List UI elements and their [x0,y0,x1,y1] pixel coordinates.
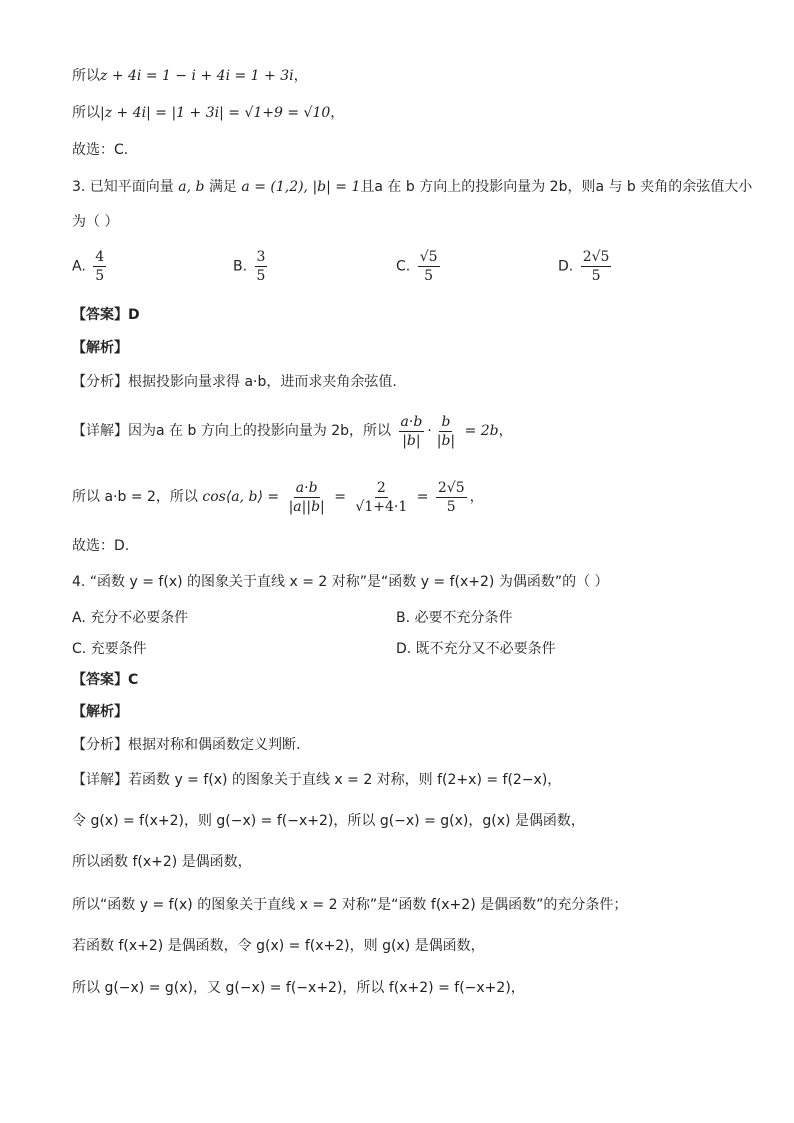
q3-option-a [72,248,109,285]
option-fraction [93,248,106,285]
q3-cos-line [72,478,484,516]
solution-line-1 [72,66,308,86]
numerator: b [441,413,451,430]
denominator: |a||b| [288,498,325,515]
option-label: A. [72,258,86,275]
q4-detail-4: 所以“函数 y = f(x) 的图象关于直线 x = 2 对称”是“函数 f(x+2) 是偶函数”的充分条件； [72,897,628,913]
q4-fenxi: 【分析】根据对称和偶函数定义判断. [72,737,301,753]
text: 所以 a·b = 2，所以 [72,489,198,505]
math-expr: = [334,489,346,505]
q3-fenxi: 【分析】根据投影向量求得 a·b，进而求夹角余弦值. [72,374,397,390]
denominator: |b| [402,432,421,449]
text: 所以 [72,68,100,84]
denominator: 5 [446,498,456,515]
q3-select: 故选：D. [72,538,130,554]
option-fraction [418,248,440,285]
numerator: 3 [256,249,266,265]
denominator: 5 [95,268,105,284]
numerator: a·b [400,413,423,430]
text: a 与 b 夹角的余弦值大小 [595,179,753,195]
numerator: √5 [419,249,438,265]
q4-stem: 4. “函数 y = f(x) 的图象关于直线 x = 2 对称”是“函数 y = f(x+2) 为偶函数”的（ ） [72,574,609,590]
q3-stem [72,177,752,197]
text: ， [330,105,345,121]
math-expr: cos⟨a, b⟩ = [202,489,280,505]
option-label: C. [396,258,411,275]
q3-option-c [396,248,443,285]
text: 满足 [208,179,237,195]
q3-option-b [233,248,270,285]
math-expr: a, b [178,179,205,195]
denominator: 5 [256,268,266,284]
numerator: 2 [376,479,386,496]
q4-option-a: A. 充分不必要条件 [72,610,189,626]
numerator: 4 [95,249,105,265]
q4-detail-3: 所以函数 f(x+2) 是偶函数， [72,854,252,870]
fraction [287,479,327,516]
text: a 在 b 方向上的投影向量为 2b，所以 [156,423,392,439]
q4-option-c: C. 充要条件 [72,641,147,657]
numerator: 2√5 [582,249,610,265]
option-label: D. [558,258,574,275]
numerator: 2√5 [437,479,465,496]
q4-option-d: D. 既不充分又不必要条件 [396,641,556,657]
q4-detail-5: 若函数 f(x+2) 是偶函数，令 g(x) = f(x+2)，则 g(x) 是偶函数， [72,938,485,954]
select-line: 故选：C. [72,142,129,158]
text: ， [469,489,484,505]
fraction [353,479,409,516]
fraction [436,479,467,516]
denominator: 5 [591,268,601,284]
q4-answer-tag: 【答案】C [72,672,139,688]
text: 3. 已知平面向量 [72,179,174,195]
q4-option-b: B. 必要不充分条件 [396,610,513,626]
q3-option-d [558,248,614,285]
numerator: a·b [295,479,318,496]
math-expr: z + 4i = 1 − i + 4i = 1 + 3i [100,68,294,84]
text: ，则 [567,179,596,195]
q4-detail-6: 所以 g(−x) = g(x)，又 g(−x) = f(−x+2)，所以 f(x+2) = f(−x+2)， [72,980,525,996]
text: 且 [360,179,375,195]
math-expr: a = (1,2), |b| = 1 [241,179,361,195]
option-fraction [581,248,612,285]
q3-analysis-tag: 【解析】 [72,340,128,356]
q4-detail-2: 令 g(x) = f(x+2)，则 g(−x) = f(−x+2)，所以 g(−x) = g(x)，g(x) 是偶函数， [72,813,585,829]
text: a 在 b 方向上的投影向量为 2b [374,179,568,195]
q3-stem-line2: 为（ ） [72,214,119,230]
option-label: B. [233,258,248,275]
solution-line-2 [72,103,344,123]
option-fraction [255,248,268,285]
math-expr: = 2b [464,423,499,439]
text: ， [293,68,308,84]
text: 【详解】因为 [72,423,156,439]
denominator: |b| [436,432,456,449]
math-expr: |z + 4i| = |1 + 3i| = √1+9 = √10 [100,105,331,121]
fraction [435,413,457,450]
math-expr: = [416,489,429,505]
denominator: √1+4·1 [355,498,408,515]
q4-analysis-tag: 【解析】 [72,704,128,720]
fraction [399,413,425,450]
q3-answer-tag: 【答案】D [72,307,140,323]
q4-detail-1: 【详解】若函数 y = f(x) 的图象关于直线 x = 2 对称，则 f(2+x) = f(2−x)， [72,772,562,788]
q3-xiangjie: 【详解】因为a 在 b 方向上的投影向量为 2b，所以 $\frac{a\cdot b}{|b|}$ · $\frac{b}{|b|}$ = 2b， [72,413,513,449]
text: ， [498,423,513,439]
text: 所以 [72,105,100,121]
denominator: 5 [424,268,434,284]
